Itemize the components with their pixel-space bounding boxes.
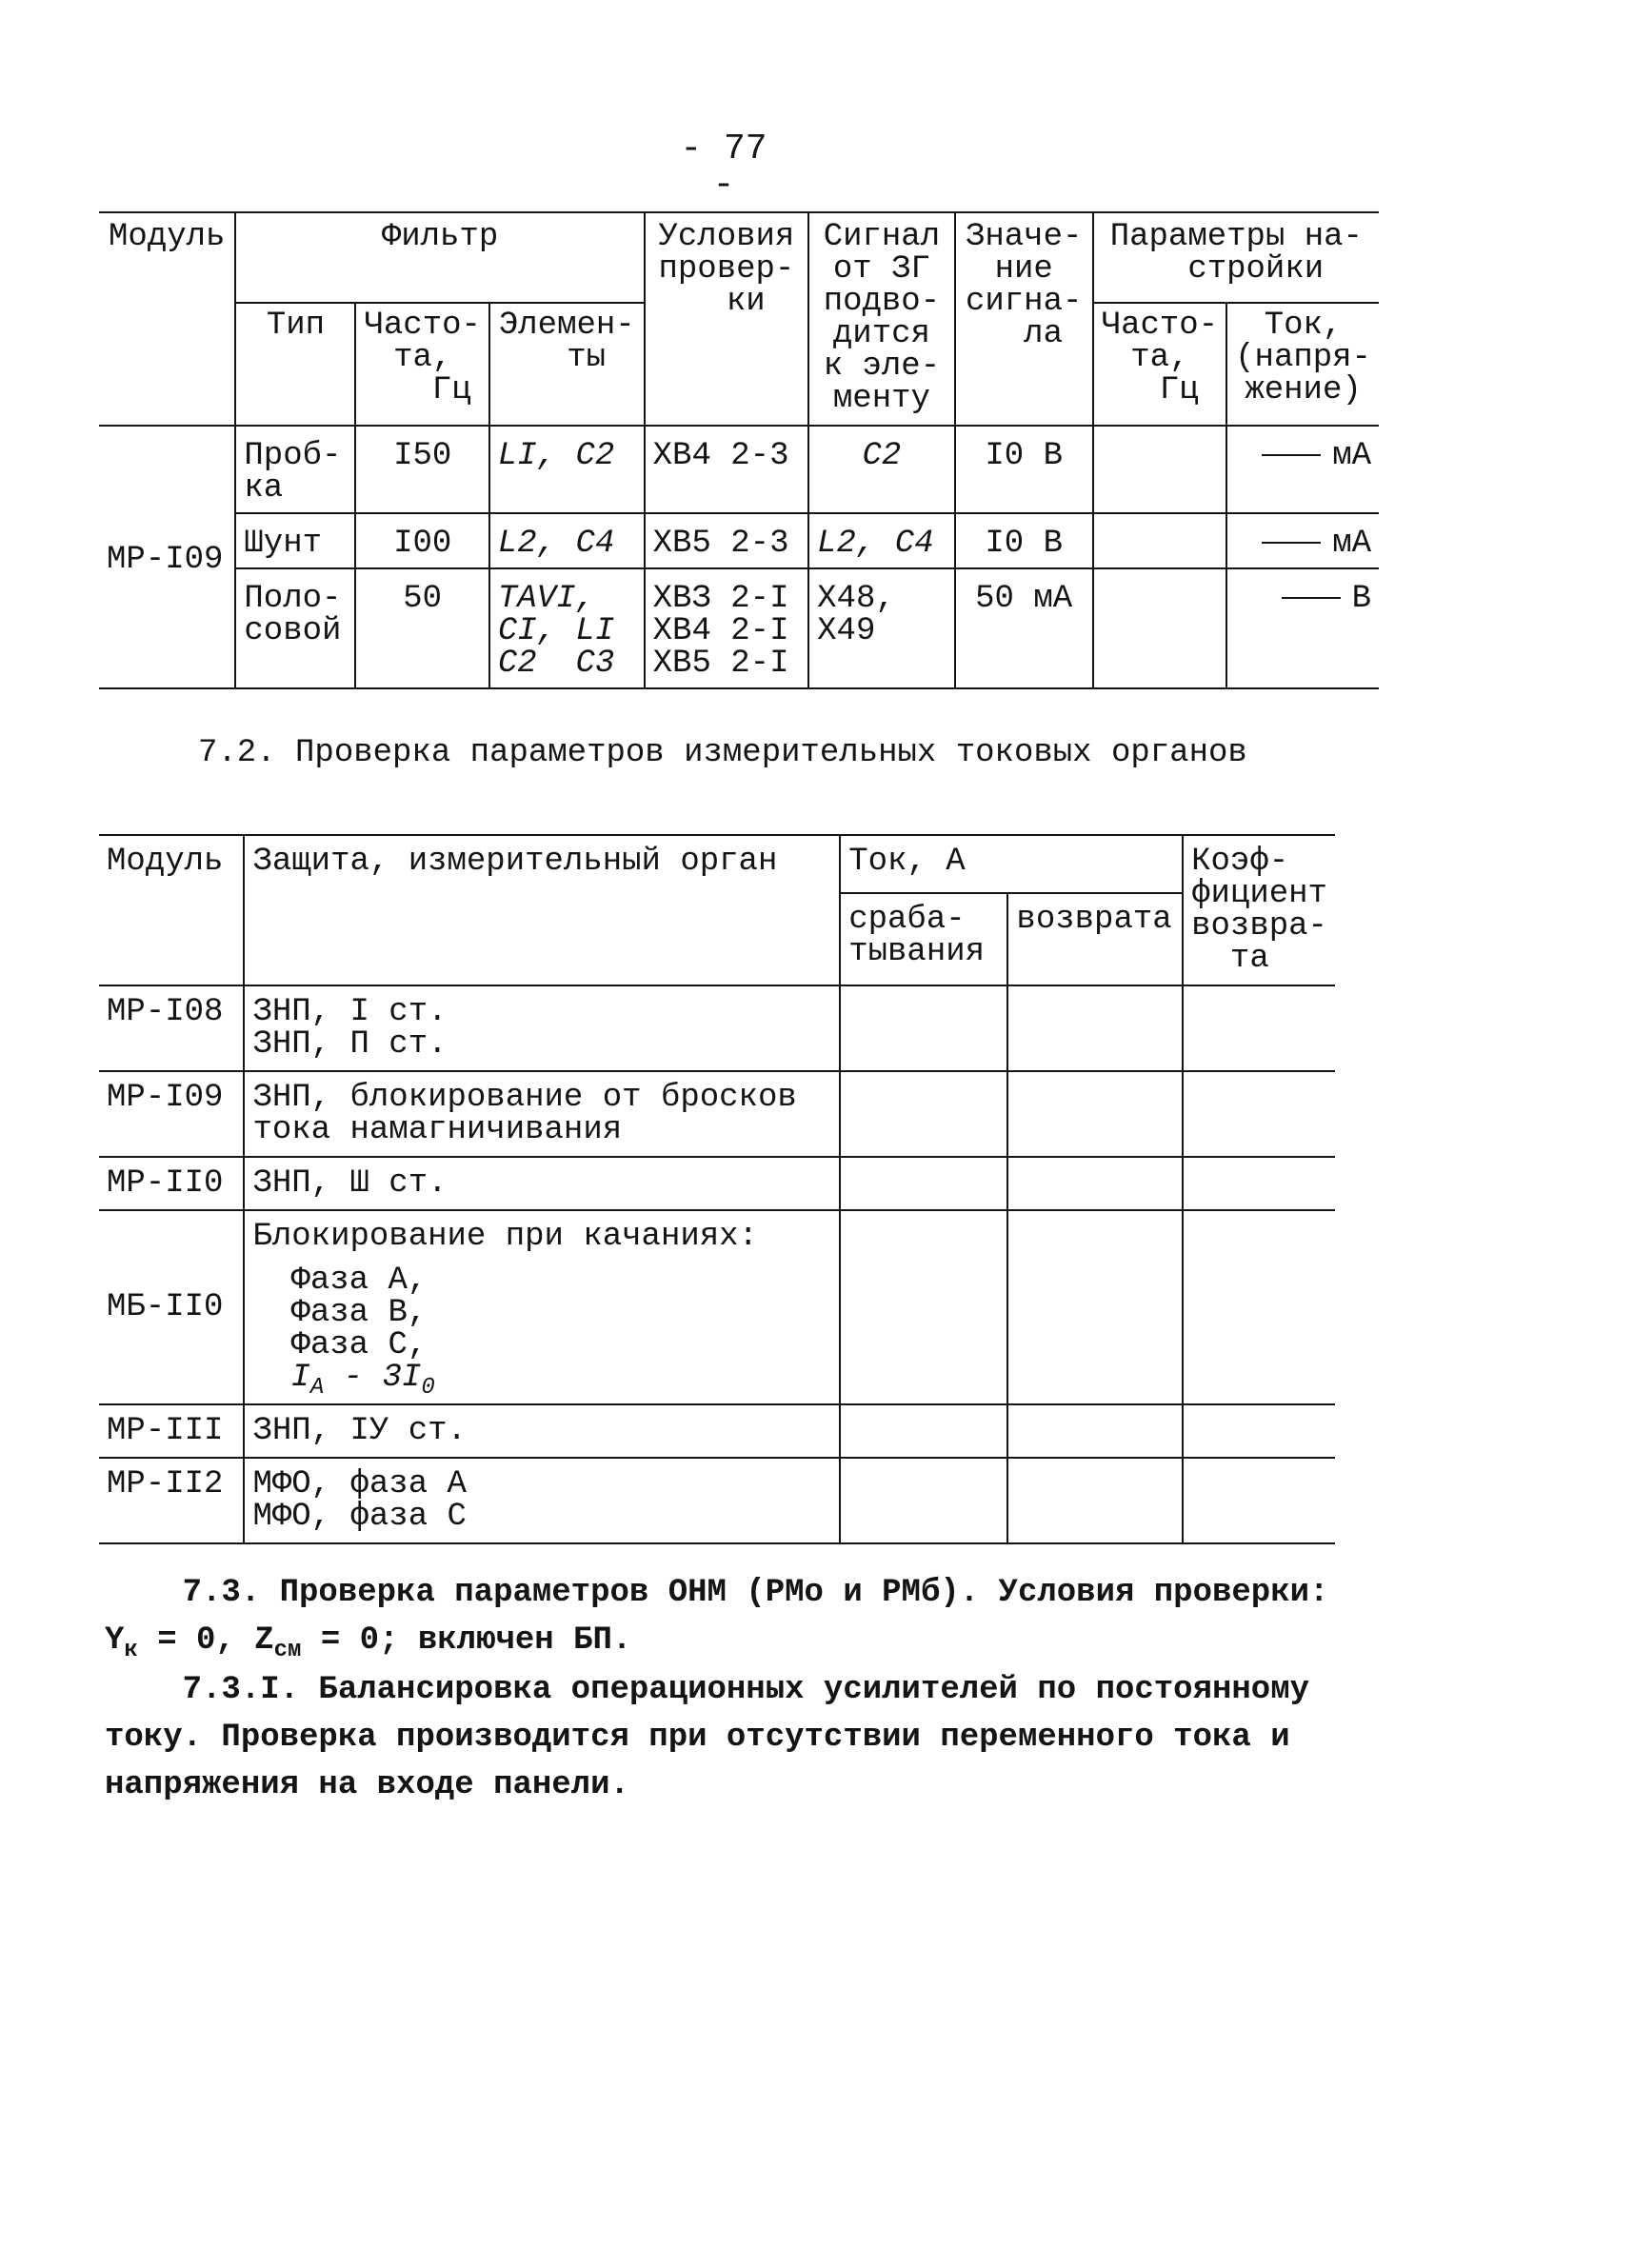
pickup-cell (840, 1404, 1007, 1458)
module-cell: МР-III (99, 1404, 244, 1458)
type-cell: Шунт (235, 513, 355, 568)
module-cell: МБ-II0 (99, 1210, 244, 1404)
table-row (99, 1404, 1335, 1458)
pickup-cell (840, 1458, 1007, 1543)
conditions-header: Условия провер- ки (645, 212, 808, 426)
tuning-frequency-cell (1093, 568, 1226, 688)
current-parameters-table (99, 834, 1335, 1544)
pickup-cell (840, 1157, 1007, 1210)
table-row (99, 1071, 1335, 1157)
section-7-2-title: 7.2. Проверка параметров измерительных токовых органов (198, 735, 1247, 771)
tuning-current-cell: В (1226, 568, 1379, 688)
tuning-current-cell: мА (1226, 426, 1379, 513)
return-cell (1007, 1157, 1183, 1210)
signal-cell: Х48, Х49 (808, 568, 955, 688)
module-cell: МР-II0 (99, 1157, 244, 1210)
table-row (99, 1210, 1335, 1404)
protection-cell: ЗНП, Ш ст. (244, 1157, 840, 1210)
elements-cell: L2, C4 (489, 513, 645, 568)
elements-cell: LI, C2 (489, 426, 645, 513)
module-cell: МР-II2 (99, 1458, 244, 1543)
paragraph-7-3 (105, 1569, 1343, 1664)
module-cell: МР-I09 (99, 426, 235, 688)
pickup-cell (840, 985, 1007, 1071)
tuning-current-cell: мА (1226, 513, 1379, 568)
return-cell (1007, 1210, 1183, 1404)
return-header: возврата (1007, 893, 1183, 985)
frequency-cell: I00 (355, 513, 488, 568)
return-cell (1007, 1458, 1183, 1543)
signal-header: Сигнал от ЗГ подво- дится к эле- менту (808, 212, 955, 426)
protection-cell: ЗНП, I ст. ЗНП, П ст. (244, 985, 840, 1071)
signal-cell: L2, C4 (808, 513, 955, 568)
protection-cell: ЗНП, блокирование от бросков тока намагничивания (244, 1071, 840, 1157)
table-row (99, 985, 1335, 1071)
pickup-header: сраба- тывания (840, 893, 1007, 985)
current-header: Ток, А (840, 835, 1183, 893)
module-cell: МР-I09 (99, 1071, 244, 1157)
paragraph-7-3-1: 7.3.I. Балансировка операционных усилителей по постоянному току. Проверка производится при отсутствии переменного тока и напряжения на входе панели. (105, 1672, 1310, 1803)
frequency-header: Часто- та, Гц (355, 303, 488, 426)
value-cell: 50 мА (955, 568, 1093, 688)
coefficient-cell (1183, 1071, 1335, 1157)
tuning-frequency-cell (1093, 426, 1226, 513)
return-cell (1007, 1071, 1183, 1157)
value-cell: I0 В (955, 513, 1093, 568)
coefficient-header: Коэф- фициент возвра- та (1183, 835, 1335, 985)
return-cell (1007, 985, 1183, 1071)
protection-cell: ЗНП, IУ ст. (244, 1404, 840, 1458)
conditions-cell: ХВ4 2-3 (645, 426, 808, 513)
pickup-cell (840, 1210, 1007, 1404)
page-number: - 77 - (680, 129, 767, 206)
elements-cell: TAVI, CI, LI C2 C3 (489, 568, 645, 688)
protection-cell: МФО, фаза А МФО, фаза С (244, 1458, 840, 1543)
table-row (99, 426, 1379, 513)
tuning-frequency-header: Часто- та, Гц (1093, 303, 1226, 426)
tuning-frequency-cell (1093, 513, 1226, 568)
elements-header: Элемен- ты (489, 303, 645, 426)
conditions-cell: ХВ5 2-3 (645, 513, 808, 568)
coefficient-cell (1183, 985, 1335, 1071)
protection-header: Защита, измерительный орган (244, 835, 840, 985)
coefficient-cell (1183, 1157, 1335, 1210)
coefficient-cell (1183, 1458, 1335, 1543)
frequency-cell: I50 (355, 426, 488, 513)
value-header: Значе- ние сигна- ла (955, 212, 1093, 426)
table-row (99, 1458, 1335, 1543)
tuning-current-header: Ток, (напря- жение) (1226, 303, 1379, 426)
type-cell: Поло- совой (235, 568, 355, 688)
type-cell: Проб- ка (235, 426, 355, 513)
pickup-cell (840, 1071, 1007, 1157)
module-cell: МР-I08 (99, 985, 244, 1071)
type-header: Тип (235, 303, 355, 426)
table-row (99, 513, 1379, 568)
coefficient-cell (1183, 1210, 1335, 1404)
coefficient-cell (1183, 1404, 1335, 1458)
module-header: Модуль (99, 835, 244, 985)
value-cell: I0 В (955, 426, 1093, 513)
signal-cell: C2 (808, 426, 955, 513)
filter-parameters-table (99, 211, 1379, 689)
tuning-header: Параметры на- стройки (1093, 212, 1379, 303)
module-header: Модуль (99, 212, 235, 426)
protection-cell: Блокирование при качаниях: Фаза А, Фаза В, Фаза С, $I_A - 3I_0$ (244, 1210, 840, 1404)
paragraph-7-3-line1: 7.3. Проверка параметров ОНМ (РМо и РМб). Условия проверки: (105, 1575, 1329, 1611)
return-cell (1007, 1404, 1183, 1458)
table-row (99, 568, 1379, 688)
table-row (99, 1157, 1335, 1210)
conditions-cell: ХВЗ 2-I ХВ4 2-I ХВ5 2-I (645, 568, 808, 688)
frequency-cell: 50 (355, 568, 488, 688)
filter-header: Фильтр (235, 212, 644, 303)
paragraph-7-3-line2: $Y_к = 0$, $Z_{см} = 0$; включен БП. (105, 1622, 632, 1663)
